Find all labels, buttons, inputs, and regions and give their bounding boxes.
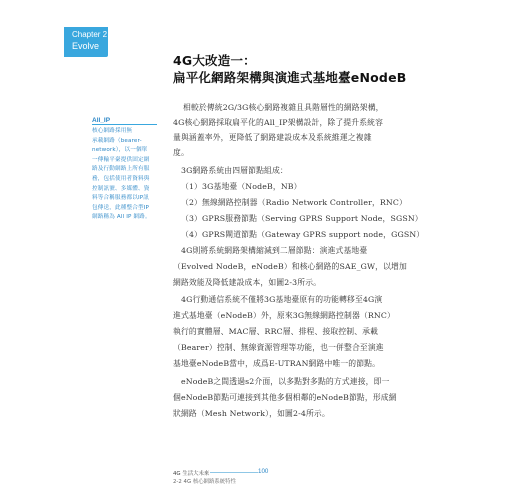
body-line: 狀網路（Mesh Network），如圖2-4所示。 bbox=[173, 409, 330, 418]
chapter-number: Chapter 2 bbox=[72, 30, 108, 39]
footer-rule bbox=[210, 472, 258, 473]
side-note-line: 核心網路採用無 bbox=[92, 128, 133, 134]
side-note-line: 務，包括使用者資料與 bbox=[92, 175, 150, 182]
side-note-line: 網路稱為 All IP 網路。 bbox=[92, 214, 151, 221]
side-note-line: 路及行動網路上所有服 bbox=[92, 166, 150, 173]
page-number: 100 bbox=[258, 468, 269, 475]
body-line: 網路效能及降低建設成本，如圖2-3所示。 bbox=[173, 278, 322, 287]
body-line: 相較於傳統2G/3G核心網路複雜且具階層性的網路架構， bbox=[183, 103, 384, 112]
section-heading-line1: 4G大改造一： bbox=[173, 53, 256, 68]
side-note-line: 控制訊號、多媒體、資 bbox=[92, 185, 150, 192]
body-line: 4G行動通信系統不僅將3G基地臺原有的功能轉移至4G演 bbox=[181, 295, 383, 304]
section-heading-line2: 扁平化網路架構與演進式基地臺eNodeB bbox=[173, 70, 407, 85]
footer-section-title: 2-2 4G 核心網路系統特性 bbox=[173, 479, 236, 485]
body-line: （Evolved NodeB，eNodeB）和核心網路的SAE_GW，以增加 bbox=[173, 262, 407, 271]
chapter-word: Evolve bbox=[72, 41, 100, 51]
body-line: 3G網路系統由四層節點組成： bbox=[181, 166, 288, 175]
body-line: 基地臺eNodeB當中，成爲E-UTRAN網路中唯一的節點。 bbox=[173, 359, 381, 368]
body-line: 4G則將系統網路架構縮減到二層節點：演進式基地臺 bbox=[181, 246, 368, 255]
side-note-line: 包傳送，此種整合型IP bbox=[92, 204, 150, 211]
side-note-line: 一傳輸平臺提供固定網 bbox=[92, 156, 150, 163]
list-item: （4）GPRS閘道節點（Gateway GPRS support node，GGSN） bbox=[181, 230, 425, 239]
body-line: （Bearer）控制、無線資源管理等功能，也一併整合至演進 bbox=[173, 343, 384, 352]
body-line: 4G核心網路採取扁平化的All_IP架構設計，除了提升系統容 bbox=[173, 118, 384, 127]
side-note-rule bbox=[92, 124, 157, 125]
side-note-title: All_IP bbox=[92, 117, 111, 124]
side-note-line: network），以一個單 bbox=[92, 147, 148, 154]
side-note-line: 料等合稱服務都以IP訊 bbox=[92, 195, 150, 202]
body-line: 量與涵蓋率外，更降低了網路建設成本及系統維運之複雜 bbox=[173, 133, 372, 142]
footer-book-title: 4G 生活大未來 bbox=[173, 471, 210, 477]
body-line: 執行的實體層、MAC層、RRC層、排程、接取控制、承載 bbox=[173, 327, 379, 336]
body-line: eNodeB之間透過s2介面，以多點對多點的方式連接，即一 bbox=[181, 377, 390, 386]
list-item: （3）GPRS服務節點（Serving GPRS Support Node，SGSN） bbox=[181, 214, 423, 223]
side-note-body bbox=[92, 127, 158, 223]
body-line: 個eNodeB節點可連接到其他多個相鄰的eNodeB節點，形成網 bbox=[173, 393, 397, 402]
list-item: （2）無線網路控制器（Radio Network Controller，RNC） bbox=[181, 198, 407, 207]
body-line: 度。 bbox=[173, 148, 189, 157]
body-line: 進式基地臺（eNodeB）外，原來3G無線網路控制器（RNC） bbox=[173, 311, 395, 320]
side-note-line: 承載網路（bearer- bbox=[92, 137, 142, 144]
list-item: （1）3G基地臺（NodeB，NB） bbox=[181, 182, 302, 191]
